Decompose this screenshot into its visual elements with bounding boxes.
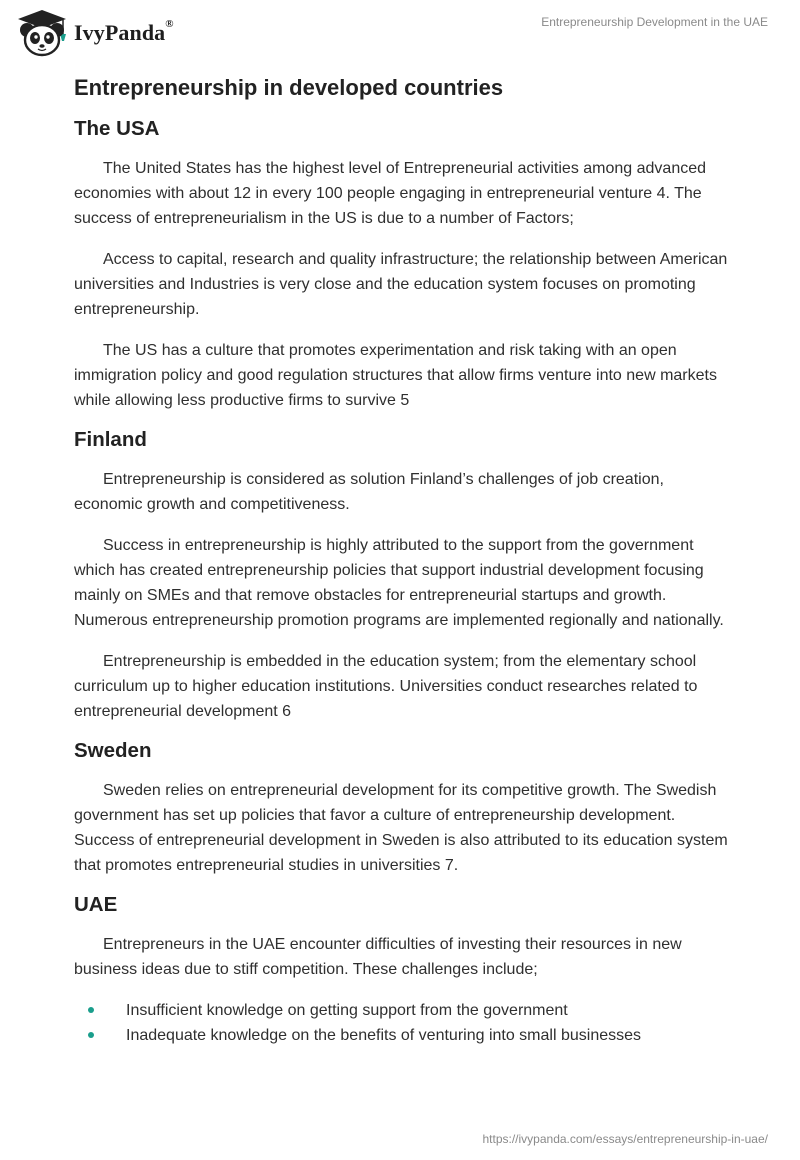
challenges-list (74, 998, 734, 1048)
paragraph: Success in entrepreneurship is highly attributed to the support from the government which has created entrepreneurship policies that support industrial development focusing mainly on SMEs and that remove obstacles for entrepreneurial startups and growth. Numerous entrepreneurship promotion programs are implemented regionally and nationally. (74, 537, 724, 629)
paragraph: Entrepreneurship is considered as solution Finland’s challenges of job creation, economic growth and competitiveness. (74, 471, 664, 513)
paragraph: Entrepreneurship is embedded in the education system; from the elementary school curriculum up to higher education institutions. Universities conduct researches related to entrepreneurial development 6 (74, 653, 698, 720)
section-heading-sweden: Sweden (74, 739, 152, 762)
ivypanda-logo[interactable] (14, 8, 174, 58)
article-body (74, 72, 734, 1048)
list-item: Inadequate knowledge on the benefits of venturing into small businesses (74, 1023, 734, 1048)
paragraph: The United States has the highest level of Entrepreneurial activities among advanced economies with about 12 in every 100 people engaging in entrepreneurial venture 4. The success of entrepreneurialism in the US is due to a number of Factors; (74, 160, 707, 227)
brand-name: IvyPanda® (74, 18, 174, 45)
section-heading-usa: The USA (74, 117, 160, 140)
paragraph: Entrepreneurs in the UAE encounter difficulties of investing their resources in new business ideas due to stiff competition. These challenges include; (74, 936, 682, 978)
paragraph: Access to capital, research and quality infrastructure; the relationship between American universities and Industries is very close and the education system focuses on promoting entrepreneurship. (74, 251, 728, 318)
paragraph: The US has a culture that promotes experimentation and risk taking with an open immigration policy and good regulation structures that allow firms venture into new markets while allowing less productive firms to survive 5 (74, 342, 717, 409)
panda-graduate-icon (14, 8, 70, 58)
section-heading-finland: Finland (74, 428, 147, 451)
section-heading-uae: UAE (74, 893, 118, 916)
bullet-dot-icon (88, 1007, 94, 1013)
bullet-dot-icon (88, 1032, 94, 1038)
article-title: Entrepreneurship in developed countries (74, 75, 504, 100)
source-url-link[interactable]: https://ivypanda.com/essays/entrepreneurship-in-uae/ (482, 1132, 768, 1146)
document-title: Entrepreneurship Development in the UAE (541, 15, 768, 29)
page-header (0, 0, 800, 64)
paragraph: Sweden relies on entrepreneurial development for its competitive growth. The Swedish government has set up policies that favor a culture of entrepreneurship development. Success of entrepreneurial development in Sweden is also attributed to its education system that promotes entrepreneurial studies in universities 7. (74, 782, 728, 874)
list-item: Insufficient knowledge on getting support from the government (74, 998, 734, 1023)
